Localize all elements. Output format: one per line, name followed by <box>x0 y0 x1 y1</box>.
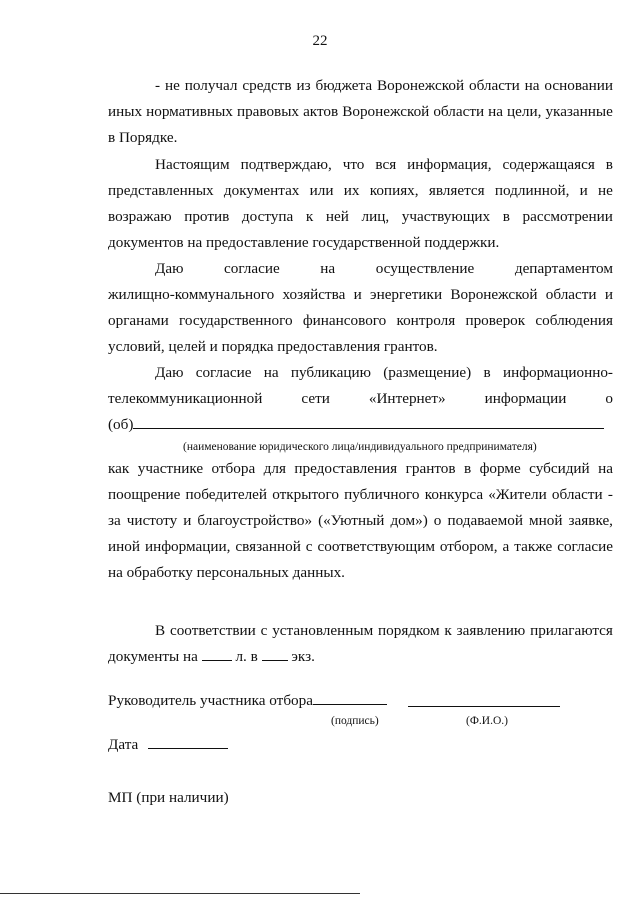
word: - <box>607 486 613 503</box>
word: отбором, <box>439 538 498 555</box>
word: представленных <box>108 182 214 199</box>
word: Воронежской <box>342 103 430 120</box>
paragraph-attachments <box>108 618 613 670</box>
word: документах <box>223 182 300 199</box>
word: «Интернет» <box>368 390 446 407</box>
word: информации, <box>144 538 231 555</box>
word: в <box>483 364 491 381</box>
word: правовых <box>236 103 300 120</box>
word: на <box>488 103 504 120</box>
word: контроля <box>396 312 456 329</box>
word: согласие <box>224 260 280 277</box>
word: проверок <box>465 312 526 329</box>
word: финансового <box>302 312 387 329</box>
word: благоустройство» <box>197 512 313 529</box>
word: грантов <box>405 460 456 477</box>
copies-label: экз. <box>291 648 315 665</box>
word: нормативных <box>146 103 233 120</box>
text-line <box>108 73 613 99</box>
word: конкурса <box>424 486 484 503</box>
word: в <box>502 208 510 225</box>
word: открытого <box>272 486 339 503</box>
word: осуществление <box>375 260 475 277</box>
organization-name-field[interactable] <box>133 414 604 429</box>
word: актов <box>303 103 339 120</box>
word: возражаю <box>108 208 172 225</box>
word: порядком <box>378 622 440 639</box>
word: департаментом <box>514 260 613 277</box>
word: иных <box>108 103 143 120</box>
word: или <box>309 182 334 199</box>
word: о <box>433 512 442 529</box>
word: соблюдения <box>535 312 613 329</box>
word: из <box>296 77 311 94</box>
word: с <box>260 622 268 639</box>
word: лиц, <box>361 208 390 225</box>
word: субсидий <box>529 460 590 477</box>
word: телекоммуникационной <box>108 390 263 407</box>
word: информации <box>484 390 567 407</box>
word: на <box>320 260 336 277</box>
word: иной <box>108 538 140 555</box>
word: соответствующим <box>317 538 435 555</box>
word: а <box>502 538 510 555</box>
word: («Уютный <box>318 512 385 529</box>
text-line: на обработку персональных данных. <box>108 564 345 581</box>
word: предоставления <box>294 460 398 477</box>
word: на <box>263 364 279 381</box>
word: дом») <box>390 512 428 529</box>
word: области <box>545 286 597 303</box>
text-line <box>108 204 613 230</box>
word: участнике <box>137 460 204 477</box>
word: Даю <box>155 260 184 277</box>
text-line <box>108 152 613 178</box>
word: на <box>598 460 613 477</box>
signature-caption: (подпись) <box>331 715 379 727</box>
word: к <box>444 622 452 639</box>
page-number: 22 <box>312 33 328 49</box>
word: содержащаяся <box>502 156 595 173</box>
paragraph-consent-inspection <box>108 256 613 360</box>
word: против <box>184 208 230 225</box>
word: бюджета <box>315 77 373 94</box>
word: информация, <box>407 156 492 173</box>
word: и <box>183 512 192 529</box>
word: согласие <box>195 364 252 381</box>
word: форме <box>479 460 521 477</box>
word: соответствии <box>169 622 256 639</box>
word: области <box>468 77 520 94</box>
text-line <box>108 178 613 204</box>
word: «Жители <box>488 486 547 503</box>
word: является <box>428 182 485 199</box>
word: не <box>598 182 613 199</box>
word: поощрение <box>108 486 181 503</box>
word: не <box>164 77 180 94</box>
word: средств <box>242 77 292 94</box>
paragraph-not-received-funds <box>108 73 613 151</box>
paragraph-confirmation <box>108 152 613 256</box>
word: вся <box>375 156 397 173</box>
text-line <box>108 534 613 560</box>
word: мной <box>529 512 563 529</box>
word: подлинной, <box>494 182 570 199</box>
word: и <box>579 182 588 199</box>
word: В <box>155 622 166 639</box>
footer-rule <box>0 893 360 894</box>
word: области <box>433 103 485 120</box>
word: (размещение) <box>383 364 472 381</box>
word: Воронежской <box>450 286 538 303</box>
word: на <box>524 77 540 94</box>
word: Воронежской <box>377 77 465 94</box>
paragraph-consent-publication <box>108 360 613 586</box>
word: органами <box>108 312 169 329</box>
sheets-count-field[interactable] <box>202 646 232 661</box>
text-line: документов на предоставление государственной поддержки. <box>108 234 500 251</box>
fio-caption: (Ф.И.О.) <box>466 715 508 727</box>
word: заявлению <box>456 622 526 639</box>
text-line: в Порядке. <box>108 129 178 146</box>
word: энергетики <box>370 286 443 303</box>
text-line <box>108 456 613 482</box>
text-line <box>108 282 613 308</box>
word: в <box>605 156 613 173</box>
text-line <box>108 508 613 534</box>
word: Настоящим <box>155 156 230 173</box>
word: публикацию <box>290 364 371 381</box>
signature-head-label: Руководитель участника отбора <box>108 692 313 709</box>
word: их <box>343 182 360 199</box>
word: государственного <box>179 312 293 329</box>
word: заявке, <box>568 512 613 529</box>
text-line <box>108 412 613 438</box>
word: публичного <box>344 486 420 503</box>
word: основании <box>544 77 613 94</box>
text-line <box>108 482 613 508</box>
word: Даю <box>155 364 184 381</box>
word: жилищно-коммунального <box>108 286 275 303</box>
word: ней <box>325 208 349 225</box>
signature-field[interactable] <box>313 690 387 705</box>
word: чистоту <box>126 512 178 529</box>
word: - <box>155 77 161 94</box>
word: также <box>514 538 553 555</box>
date-label: Дата <box>108 736 139 753</box>
fio-field[interactable] <box>408 706 560 707</box>
text-line <box>108 99 613 125</box>
text-line <box>108 308 613 334</box>
copies-count-field[interactable] <box>262 646 288 661</box>
text-line <box>108 644 613 670</box>
text-line <box>108 256 613 282</box>
text-line: условий, целей и порядка предоставления грантов. <box>108 338 438 355</box>
date-line <box>108 734 228 756</box>
word: связанной <box>235 538 301 555</box>
word: отбора <box>211 460 256 477</box>
word: для <box>263 460 286 477</box>
word: и <box>604 286 613 303</box>
word: рассмотрении <box>522 208 613 225</box>
word: победителей <box>185 486 268 503</box>
word: к <box>305 208 314 225</box>
ob-label: (об) <box>108 416 134 433</box>
word: участвующих <box>401 208 491 225</box>
stamp-label: МП (при наличии) <box>108 789 229 806</box>
word: сети <box>301 390 330 407</box>
signature-line <box>108 690 387 712</box>
word: согласие <box>557 538 613 555</box>
word: информационно- <box>502 364 613 381</box>
word: цели, <box>507 103 542 120</box>
text-line <box>108 618 613 644</box>
word: с <box>305 538 313 555</box>
word: в <box>463 460 472 477</box>
word: области <box>551 486 603 503</box>
word: как <box>108 460 130 477</box>
word: и <box>353 286 362 303</box>
word: подтверждаю, <box>240 156 332 173</box>
text-line <box>108 386 613 412</box>
date-field[interactable] <box>148 734 228 749</box>
word: хозяйства <box>282 286 346 303</box>
word: установленным <box>272 622 374 639</box>
text-line <box>108 360 613 386</box>
attachments-label: документы на <box>108 648 198 665</box>
word: копиях, <box>369 182 419 199</box>
word: за <box>108 512 121 529</box>
organization-name-caption: (наименование юридического лица/индивидуального предпринимателя) <box>183 441 537 453</box>
word: указанные <box>545 103 613 120</box>
word: прилагаются <box>530 622 613 639</box>
word: о <box>605 390 613 407</box>
word: подаваемой <box>447 512 523 529</box>
word: получал <box>184 77 238 94</box>
sheets-label: л. в <box>235 648 258 665</box>
word: доступа <box>241 208 294 225</box>
word: что <box>342 156 365 173</box>
